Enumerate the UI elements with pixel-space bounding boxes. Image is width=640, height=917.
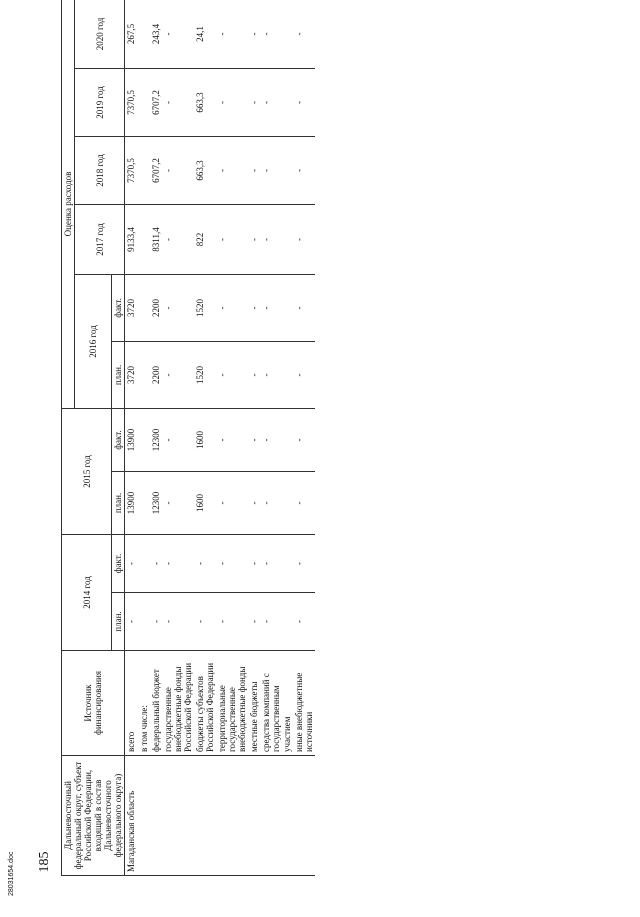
source-column-header: Источник финансирования [62, 651, 125, 756]
source-cell: в том числе: [138, 651, 150, 756]
value-cell: 1520 [194, 274, 216, 341]
year-2015-header: 2015 год [62, 408, 112, 534]
value-cell: - [248, 204, 260, 274]
value-cell: - [248, 274, 260, 341]
value-cell: - [293, 68, 315, 136]
table-body [125, 0, 315, 876]
value-cell: - [216, 471, 248, 534]
value-cell: - [162, 68, 194, 136]
value-cell [138, 274, 150, 341]
table-row [260, 0, 292, 876]
value-cell: 13900 [125, 471, 138, 534]
value-cell: - [162, 471, 194, 534]
value-cell: 6707,2 [150, 68, 162, 136]
source-cell: государственные внебюджетные фонды Российской Федерации [162, 651, 194, 756]
value-cell: - [260, 471, 292, 534]
source-cell: федеральный бюджет [150, 651, 162, 756]
source-cell: бюджеты субъектов Российской Федерации [194, 651, 216, 756]
value-cell: - [216, 0, 248, 68]
value-cell: - [248, 471, 260, 534]
value-cell: - [216, 534, 248, 592]
value-cell: - [162, 0, 194, 68]
value-cell: - [125, 593, 138, 651]
value-cell: - [162, 274, 194, 341]
fact-2015-header: факт. [112, 408, 125, 471]
value-cell: - [260, 408, 292, 471]
source-cell: территориальные государственные внебюджетные фонды [216, 651, 248, 756]
value-cell [138, 136, 150, 204]
value-cell: - [216, 408, 248, 471]
value-cell: - [162, 534, 194, 592]
plan-2014-header: план. [112, 593, 125, 651]
value-cell: - [293, 593, 315, 651]
value-cell: - [216, 204, 248, 274]
region-cell: Магаданская область [125, 756, 315, 876]
value-cell: - [216, 341, 248, 408]
value-cell [138, 204, 150, 274]
source-cell: местные бюджеты [248, 651, 260, 756]
value-cell: 8311,4 [150, 204, 162, 274]
value-cell: - [293, 534, 315, 592]
value-cell: - [293, 471, 315, 534]
value-cell: - [216, 68, 248, 136]
value-cell: - [216, 274, 248, 341]
value-cell: - [260, 274, 292, 341]
value-cell: 267,5 [125, 0, 138, 68]
fact-2016-header: факт. [112, 274, 125, 341]
table-row [293, 0, 315, 876]
value-cell: - [162, 341, 194, 408]
region-column-header: Дальневосточный федеральный округ, субъект Российской Федерации, входящий в состав Дальневосточного федерального округа) [62, 756, 125, 876]
table-row [150, 0, 162, 876]
value-cell: - [260, 136, 292, 204]
year-2014-header: 2014 год [62, 534, 112, 650]
value-cell: 3720 [125, 274, 138, 341]
value-cell [138, 593, 150, 651]
footer-filename: 28031654.doc [8, 851, 15, 896]
value-cell: 9133,4 [125, 204, 138, 274]
value-cell: - [248, 408, 260, 471]
fact-2014-header: факт. [112, 534, 125, 592]
value-cell: - [293, 136, 315, 204]
value-cell: - [293, 204, 315, 274]
value-cell: - [260, 593, 292, 651]
year-2019-header: 2019 год [75, 68, 125, 136]
table-row [216, 0, 248, 876]
value-cell: 12300 [150, 471, 162, 534]
source-cell: всего [125, 651, 138, 756]
value-cell: - [150, 593, 162, 651]
value-cell: - [248, 68, 260, 136]
value-cell: - [260, 68, 292, 136]
value-cell: - [248, 0, 260, 68]
value-cell: - [293, 0, 315, 68]
value-cell: - [293, 274, 315, 341]
value-cell: 6707,2 [150, 136, 162, 204]
source-cell: средства компаний с государственным участием [260, 651, 292, 756]
value-cell: - [248, 534, 260, 592]
page-number: 185 [37, 851, 52, 873]
year-2020-header: 2020 год [75, 0, 125, 68]
value-cell [138, 341, 150, 408]
value-cell: - [293, 408, 315, 471]
year-2018-header: 2018 год [75, 136, 125, 204]
value-cell: - [260, 534, 292, 592]
value-cell: 24,1 [194, 0, 216, 68]
value-cell: - [194, 534, 216, 592]
value-cell: - [248, 341, 260, 408]
value-cell: - [260, 341, 292, 408]
value-cell [138, 0, 150, 68]
value-cell: - [260, 204, 292, 274]
value-cell [138, 68, 150, 136]
value-cell: 663,3 [194, 68, 216, 136]
value-cell: 3720 [125, 341, 138, 408]
value-cell: - [216, 136, 248, 204]
value-cell: - [248, 593, 260, 651]
value-cell: 1600 [194, 471, 216, 534]
value-cell: 13900 [125, 408, 138, 471]
value-cell: 663,3 [194, 136, 216, 204]
estimate-header: Оценка расходов [62, 0, 75, 408]
value-cell: - [162, 593, 194, 651]
value-cell: - [248, 136, 260, 204]
value-cell [138, 471, 150, 534]
year-2016-header: 2016 год [75, 274, 112, 408]
value-cell: 2200 [150, 274, 162, 341]
table-row [138, 0, 150, 876]
value-cell: 7370,5 [125, 136, 138, 204]
source-cell: иные внебюджетные источники [293, 651, 315, 756]
value-cell [138, 534, 150, 592]
year-2017-header: 2017 год [75, 204, 125, 274]
value-cell: 1520 [194, 341, 216, 408]
value-cell: - [293, 341, 315, 408]
value-cell: - [125, 534, 138, 592]
value-cell: - [150, 534, 162, 592]
table-row [248, 0, 260, 876]
value-cell: - [162, 136, 194, 204]
value-cell: - [162, 204, 194, 274]
plan-2015-header: план. [112, 471, 125, 534]
value-cell: - [216, 593, 248, 651]
value-cell: 2200 [150, 341, 162, 408]
value-cell: 12300 [150, 408, 162, 471]
value-cell: - [162, 408, 194, 471]
table-row [125, 0, 138, 876]
value-cell: 243,4 [150, 0, 162, 68]
value-cell: 7370,5 [125, 68, 138, 136]
value-cell: 1600 [194, 408, 216, 471]
value-cell: - [260, 0, 292, 68]
table-row [162, 0, 194, 876]
expense-table [61, 0, 315, 876]
plan-2016-header: план. [112, 341, 125, 408]
table-row [194, 0, 216, 876]
value-cell [138, 408, 150, 471]
value-cell: - [194, 593, 216, 651]
value-cell: 822 [194, 204, 216, 274]
